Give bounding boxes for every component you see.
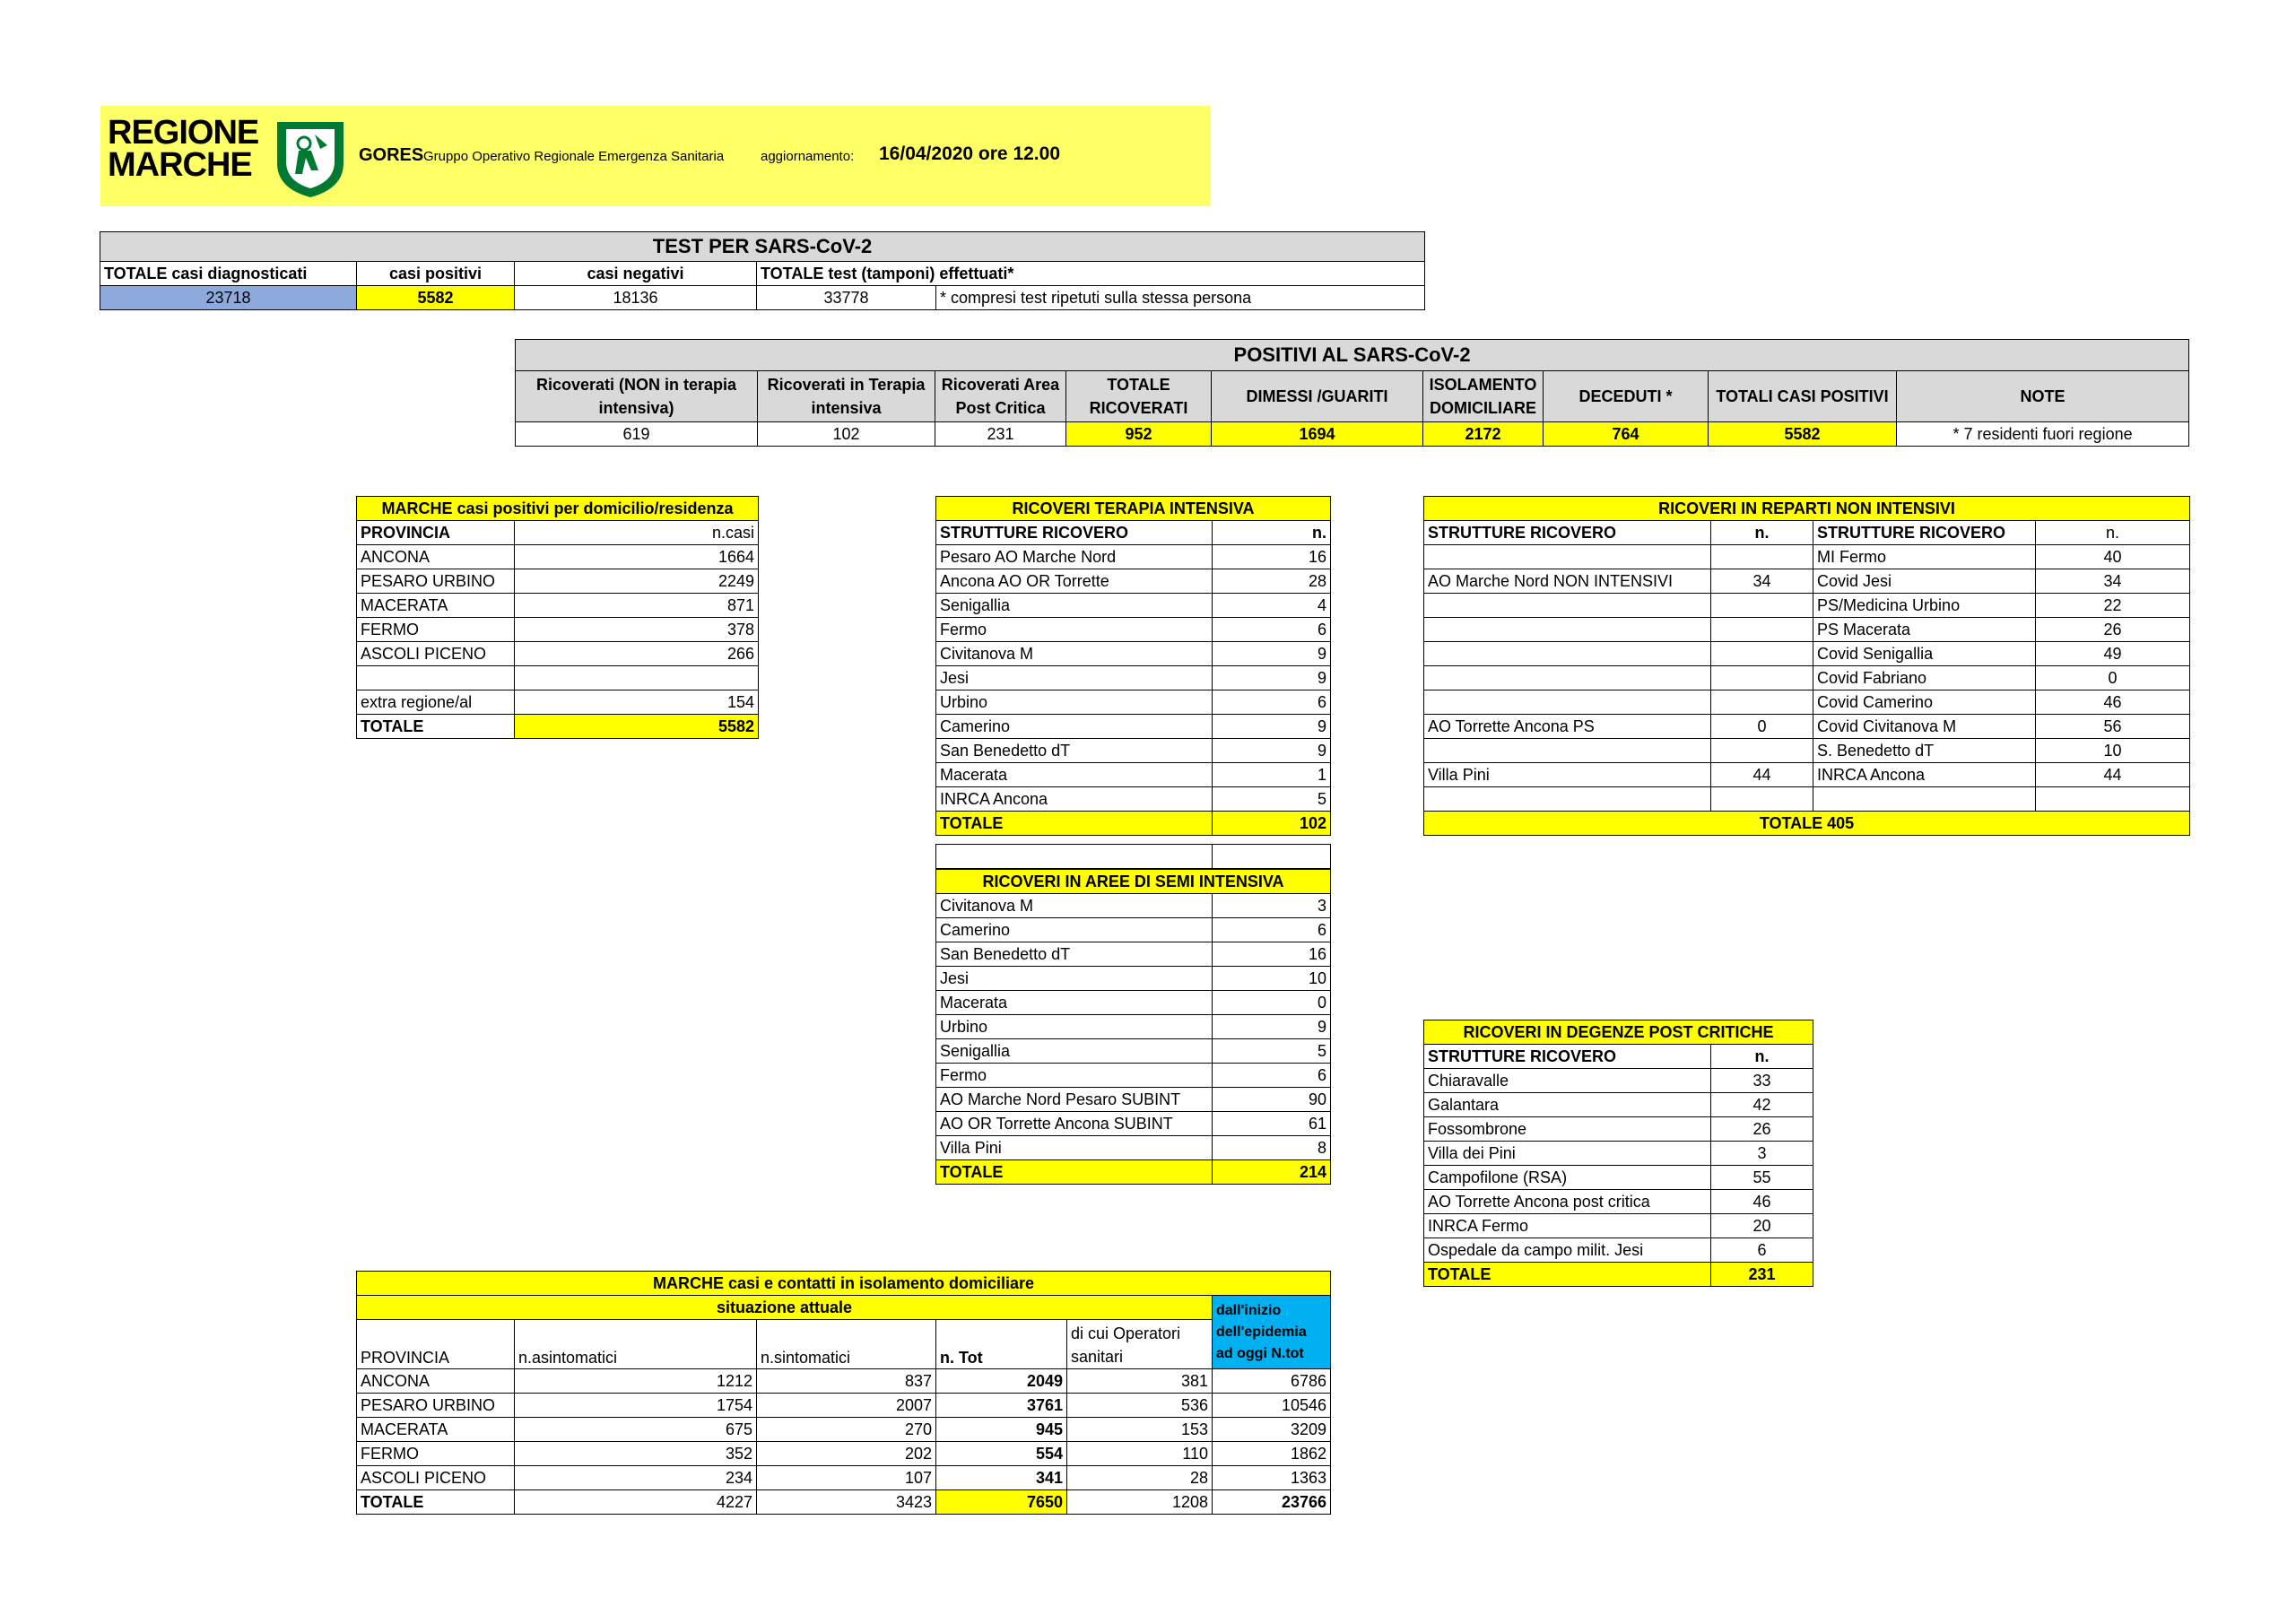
intensiva-total: 102	[1213, 812, 1331, 836]
test-header: TOTALE casi diagnosticati	[100, 262, 357, 286]
intensiva-row-cell: 5	[1213, 787, 1331, 812]
intensiva-row-cell: Civitanova M	[936, 642, 1213, 666]
provincia-row-cell: 1664	[515, 545, 759, 569]
nonint-row-cell: 26	[2036, 618, 2190, 642]
nonint-row	[1424, 618, 2190, 642]
nonint-row-cell	[1813, 787, 2036, 812]
provincia-row-cell: ASCOLI PICENO	[357, 642, 515, 666]
test-value: 33778	[757, 286, 936, 310]
isolamento-row-cell: MACERATA	[357, 1418, 515, 1442]
nonint-row-cell: MI Fermo	[1813, 545, 2036, 569]
positivi-note: * 7 residenti fuori regione	[1897, 422, 2189, 447]
nonint-row	[1424, 642, 2190, 666]
nonint-row-cell	[2036, 787, 2190, 812]
nonint-row	[1424, 690, 2190, 715]
postcrit-row-cell: Ospedale da campo milit. Jesi	[1424, 1238, 1711, 1263]
postcrit-row-cell: 42	[1711, 1093, 1813, 1117]
intensiva-row-cell: 9	[1213, 642, 1331, 666]
intensiva-row-cell: Jesi	[936, 666, 1213, 690]
update-label: aggiornamento:	[761, 149, 855, 164]
provincia-row	[357, 569, 759, 594]
nonint-total: TOTALE 405	[1424, 812, 2190, 836]
nonint-row-cell: 46	[2036, 690, 2190, 715]
provincia-row-cell: PESARO URBINO	[357, 569, 515, 594]
nonint-row-cell: 0	[2036, 666, 2190, 690]
update-date: 16/04/2020 ore 12.00	[879, 143, 1061, 164]
nonint-row-cell	[1424, 690, 1711, 715]
isolamento-row-cell: 341	[936, 1466, 1067, 1490]
nonint-row	[1424, 666, 2190, 690]
nonint-row-cell: Covid Fabriano	[1813, 666, 2036, 690]
intensiva-row-cell: 6	[1213, 618, 1331, 642]
semi-row-cell: 90	[1213, 1088, 1331, 1112]
test-table	[100, 231, 1425, 310]
isolamento-row-cell: 675	[515, 1418, 757, 1442]
test-value: 5582	[357, 286, 515, 310]
semi-row-cell: 8	[1213, 1136, 1331, 1160]
intensiva-row-cell: 4	[1213, 594, 1331, 618]
semi-row-cell: Urbino	[936, 1015, 1213, 1039]
provincia-row-cell: 2249	[515, 569, 759, 594]
intensiva-row-cell: INRCA Ancona	[936, 787, 1213, 812]
postcrit-row-cell: Campofilone (RSA)	[1424, 1166, 1711, 1190]
semi-row	[936, 1064, 1331, 1088]
postcrit-col-header: n.	[1711, 1045, 1813, 1069]
nonint-row-cell	[1711, 666, 1813, 690]
nonint-row-cell	[1424, 787, 1711, 812]
postcrit-row	[1424, 1142, 1813, 1166]
postcrit-row-cell: 46	[1711, 1190, 1813, 1214]
positivi-value: 102	[758, 422, 935, 447]
intensiva-row-cell: Ancona AO OR Torrette	[936, 569, 1213, 594]
semi-row-cell: 3	[1213, 894, 1331, 918]
postcrit-row-cell: Galantara	[1424, 1093, 1711, 1117]
nonint-row-cell: 34	[2036, 569, 2190, 594]
postcrit-row	[1424, 1093, 1813, 1117]
test-title: TEST PER SARS-CoV-2	[100, 232, 1425, 262]
semi-row-cell: San Benedetto dT	[936, 942, 1213, 967]
nonint-col-header: STRUTTURE RICOVERO	[1813, 521, 2036, 545]
positivi-value: 2172	[1423, 422, 1544, 447]
semi-total: 214	[1213, 1160, 1331, 1185]
provincia-row-cell: ANCONA	[357, 545, 515, 569]
logo-line1: REGIONE	[108, 114, 259, 152]
positivi-header: TOTALI CASI POSITIVI	[1709, 371, 1897, 422]
test-value: 23718	[100, 286, 357, 310]
isolamento-row-cell: 10546	[1213, 1394, 1331, 1418]
test-note: * compresi test ripetuti sulla stessa persona	[936, 286, 1425, 310]
semi-row-cell: 5	[1213, 1039, 1331, 1064]
isolamento-total-label: TOTALE	[357, 1490, 515, 1515]
provincia-row-cell	[515, 666, 759, 690]
provincia-row-cell: 378	[515, 618, 759, 642]
semi-row-cell: Macerata	[936, 991, 1213, 1015]
nonint-title: RICOVERI IN REPARTI NON INTENSIVI	[1424, 497, 2190, 521]
intensiva-row-cell: Pesaro AO Marche Nord	[936, 545, 1213, 569]
semi-row-cell: Jesi	[936, 967, 1213, 991]
nonint-row-cell	[1424, 618, 1711, 642]
nonint-row-cell: 44	[1711, 763, 1813, 787]
postcrit-row-cell: 20	[1711, 1214, 1813, 1238]
post-critiche-table	[1423, 1020, 1813, 1287]
nonint-row-cell: 0	[1711, 715, 1813, 739]
intensiva-row	[936, 594, 1331, 618]
intensiva-row	[936, 545, 1331, 569]
nonint-row-cell	[1711, 739, 1813, 763]
isolamento-row-cell: 3761	[936, 1394, 1067, 1418]
provincia-total-label: TOTALE	[357, 715, 515, 739]
nonint-col-header: n.	[1711, 521, 1813, 545]
region-emblem-icon	[272, 118, 349, 199]
provincia-row	[357, 666, 759, 690]
semi-row-cell: Civitanova M	[936, 894, 1213, 918]
postcrit-total: 231	[1711, 1263, 1813, 1287]
semi-row	[936, 1136, 1331, 1160]
intensiva-row	[936, 642, 1331, 666]
nonint-row-cell	[1711, 642, 1813, 666]
isolamento-row-cell: 381	[1067, 1369, 1213, 1394]
isolamento-header: PROVINCIA	[357, 1320, 515, 1369]
postcrit-row	[1424, 1117, 1813, 1142]
isolamento-total-cell: 23766	[1213, 1490, 1331, 1515]
intensiva-row-cell: Senigallia	[936, 594, 1213, 618]
provincia-row	[357, 690, 759, 715]
postcrit-total-label: TOTALE	[1424, 1263, 1711, 1287]
provincia-col-header: n.casi	[515, 521, 759, 545]
positivi-table	[515, 339, 2189, 447]
positivi-title: POSITIVI AL SARS-CoV-2	[516, 340, 2189, 371]
semi-intensiva-table	[935, 869, 1331, 1185]
postcrit-row	[1424, 1214, 1813, 1238]
isolamento-cumulative-header: dall'inizio dell'epidemia ad oggi N.tot	[1213, 1296, 1331, 1369]
semi-row-cell: 10	[1213, 967, 1331, 991]
isolamento-row-cell: 352	[515, 1442, 757, 1466]
postcrit-row-cell: Fossombrone	[1424, 1117, 1711, 1142]
provincia-row-cell: 154	[515, 690, 759, 715]
postcrit-row-cell: Villa dei Pini	[1424, 1142, 1711, 1166]
intensiva-row	[936, 715, 1331, 739]
provincia-row	[357, 618, 759, 642]
nonint-row	[1424, 739, 2190, 763]
intensiva-row-cell: Urbino	[936, 690, 1213, 715]
isolamento-row	[357, 1418, 1331, 1442]
isolamento-row-cell: 2049	[936, 1369, 1067, 1394]
nonint-row-cell: 44	[2036, 763, 2190, 787]
isolamento-row-cell: 3209	[1213, 1418, 1331, 1442]
semi-row	[936, 1015, 1331, 1039]
semi-row-cell: Camerino	[936, 918, 1213, 942]
provincia-row-cell: extra regione/al	[357, 690, 515, 715]
postcrit-row	[1424, 1069, 1813, 1093]
nonint-row-cell	[1424, 545, 1711, 569]
intensiva-row-cell: Macerata	[936, 763, 1213, 787]
nonint-row-cell: Covid Civitanova M	[1813, 715, 2036, 739]
positivi-header: DECEDUTI *	[1544, 371, 1709, 422]
intensiva-row-cell: 6	[1213, 690, 1331, 715]
semi-row-cell: 6	[1213, 918, 1331, 942]
intensiva-row	[936, 666, 1331, 690]
semi-row-cell: 16	[1213, 942, 1331, 967]
isolamento-row-cell: 6786	[1213, 1369, 1331, 1394]
isolamento-row-cell: ANCONA	[357, 1369, 515, 1394]
postcrit-row-cell: INRCA Fermo	[1424, 1214, 1711, 1238]
nonint-row	[1424, 594, 2190, 618]
provincia-col-header: PROVINCIA	[357, 521, 515, 545]
nonint-row	[1424, 787, 2190, 812]
postcrit-row-cell: Chiaravalle	[1424, 1069, 1711, 1093]
postcrit-row-cell: AO Torrette Ancona post critica	[1424, 1190, 1711, 1214]
provincia-row-cell	[357, 666, 515, 690]
postcrit-row-cell: 26	[1711, 1117, 1813, 1142]
isolamento-table	[356, 1271, 1331, 1515]
nonint-row	[1424, 715, 2190, 739]
postcrit-title: RICOVERI IN DEGENZE POST CRITICHE	[1424, 1020, 1813, 1045]
isolamento-row-cell: 1862	[1213, 1442, 1331, 1466]
positivi-header: DIMESSI /GUARITI	[1212, 371, 1423, 422]
nonint-row-cell	[1424, 642, 1711, 666]
semi-row	[936, 1112, 1331, 1136]
nonint-row-cell	[1424, 594, 1711, 618]
isolamento-row-cell: 1754	[515, 1394, 757, 1418]
semi-title: RICOVERI IN AREE DI SEMI INTENSIVA	[936, 870, 1331, 894]
semi-row-cell: 9	[1213, 1015, 1331, 1039]
isolamento-total-cell: 7650	[936, 1490, 1067, 1515]
semi-row-cell: 61	[1213, 1112, 1331, 1136]
isolamento-row-cell: 945	[936, 1418, 1067, 1442]
isolamento-row-cell: 2007	[757, 1394, 936, 1418]
positivi-header: Ricoverati in Terapia intensiva	[758, 371, 935, 422]
nonint-row-cell: INRCA Ancona	[1813, 763, 2036, 787]
isolamento-row-cell: FERMO	[357, 1442, 515, 1466]
semi-row-cell: 6	[1213, 1064, 1331, 1088]
isolamento-header: n.sintomatici	[757, 1320, 936, 1369]
org-name: GORES	[359, 145, 424, 165]
provincia-title: MARCHE casi positivi per domicilio/residenza	[357, 497, 759, 521]
intensiva-row-cell: 9	[1213, 739, 1331, 763]
provincia-total: 5582	[515, 715, 759, 739]
positivi-value: 231	[935, 422, 1066, 447]
isolamento-row-cell: 270	[757, 1418, 936, 1442]
isolamento-row-cell: 1363	[1213, 1466, 1331, 1490]
test-header: casi negativi	[515, 262, 757, 286]
nonint-row	[1424, 545, 2190, 569]
isolamento-row	[357, 1442, 1331, 1466]
isolamento-row-cell: 28	[1067, 1466, 1213, 1490]
intensiva-col-header: n.	[1213, 521, 1331, 545]
intensiva-total-label: TOTALE	[936, 812, 1213, 836]
intensiva-row	[936, 618, 1331, 642]
semi-row	[936, 894, 1331, 918]
isolamento-row-cell: 234	[515, 1466, 757, 1490]
nonint-row-cell: 10	[2036, 739, 2190, 763]
isolamento-row	[357, 1394, 1331, 1418]
semi-row	[936, 991, 1331, 1015]
provincia-row	[357, 545, 759, 569]
postcrit-col-header: STRUTTURE RICOVERO	[1424, 1045, 1711, 1069]
isolamento-subtitle: situazione attuale	[357, 1296, 1213, 1320]
isolamento-header: di cui Operatori sanitari	[1067, 1320, 1213, 1369]
intensiva-table	[935, 496, 1331, 836]
nonint-row	[1424, 763, 2190, 787]
isolamento-row-cell: PESARO URBINO	[357, 1394, 515, 1418]
nonint-row-cell	[1711, 787, 1813, 812]
nonint-row-cell: 34	[1711, 569, 1813, 594]
logo	[108, 114, 259, 184]
semi-total-label: TOTALE	[936, 1160, 1213, 1185]
isolamento-row-cell: 837	[757, 1369, 936, 1394]
intensiva-row	[936, 690, 1331, 715]
nonint-row-cell	[1711, 594, 1813, 618]
positivi-value: 764	[1544, 422, 1709, 447]
isolamento-row	[357, 1466, 1331, 1490]
provincia-row	[357, 642, 759, 666]
nonint-row-cell: 56	[2036, 715, 2190, 739]
nonint-row-cell: Villa Pini	[1424, 763, 1711, 787]
intensiva-row	[936, 739, 1331, 763]
positivi-header: ISOLAMENTO DOMICILIARE	[1423, 371, 1544, 422]
postcrit-row-cell: 3	[1711, 1142, 1813, 1166]
isolamento-row-cell: 202	[757, 1442, 936, 1466]
intensiva-col-header: STRUTTURE RICOVERO	[936, 521, 1213, 545]
positivi-header: Ricoverati (NON in terapia intensiva)	[516, 371, 758, 422]
isolamento-header: n.asintomatici	[515, 1320, 757, 1369]
positivi-header: TOTALE RICOVERATI	[1066, 371, 1212, 422]
nonint-col-header: n.	[2036, 521, 2190, 545]
isolamento-row-cell: ASCOLI PICENO	[357, 1466, 515, 1490]
positivi-header: NOTE	[1897, 371, 2189, 422]
intensiva-row-cell: San Benedetto dT	[936, 739, 1213, 763]
postcrit-row-cell: 55	[1711, 1166, 1813, 1190]
test-header: casi positivi	[357, 262, 515, 286]
semi-row-cell: Villa Pini	[936, 1136, 1213, 1160]
nonint-row-cell: 40	[2036, 545, 2190, 569]
semi-row	[936, 1039, 1331, 1064]
test-header: TOTALE test (tamponi) effettuati*	[757, 262, 1425, 286]
provincia-row-cell: FERMO	[357, 618, 515, 642]
nonint-row-cell: PS/Medicina Urbino	[1813, 594, 2036, 618]
semi-row	[936, 918, 1331, 942]
provincia-row-cell: 266	[515, 642, 759, 666]
nonint-row-cell	[1711, 690, 1813, 715]
intensiva-row-cell: 1	[1213, 763, 1331, 787]
isolamento-row-cell: 1212	[515, 1369, 757, 1394]
provincia-row-cell: MACERATA	[357, 594, 515, 618]
semi-row-cell: Senigallia	[936, 1039, 1213, 1064]
postcrit-row	[1424, 1238, 1813, 1263]
nonint-row-cell: AO Marche Nord NON INTENSIVI	[1424, 569, 1711, 594]
nonint-row-cell: S. Benedetto dT	[1813, 739, 2036, 763]
postcrit-row-cell: 33	[1711, 1069, 1813, 1093]
postcrit-row	[1424, 1190, 1813, 1214]
intensiva-row-cell: 9	[1213, 666, 1331, 690]
nonint-row	[1424, 569, 2190, 594]
provincia-row-cell: 871	[515, 594, 759, 618]
positivi-header: Ricoverati Area Post Critica	[935, 371, 1066, 422]
spacer-row	[935, 844, 1331, 869]
test-value: 18136	[515, 286, 757, 310]
nonint-row-cell: AO Torrette Ancona PS	[1424, 715, 1711, 739]
empty-cell	[1213, 845, 1331, 869]
positivi-value: 5582	[1709, 422, 1897, 447]
isolamento-row-cell: 536	[1067, 1394, 1213, 1418]
semi-row	[936, 1088, 1331, 1112]
isolamento-row-cell: 153	[1067, 1418, 1213, 1442]
nonint-row-cell: Covid Camerino	[1813, 690, 2036, 715]
isolamento-title: MARCHE casi e contatti in isolamento domiciliare	[357, 1272, 1331, 1296]
postcrit-row-cell: 6	[1711, 1238, 1813, 1263]
isolamento-header: n. Tot	[936, 1320, 1067, 1369]
org-full-name: Gruppo Operativo Regionale Emergenza Sanitaria	[423, 149, 725, 164]
positivi-value: 952	[1066, 422, 1212, 447]
semi-row-cell: Fermo	[936, 1064, 1213, 1088]
semi-row-cell: 0	[1213, 991, 1331, 1015]
empty-cell	[936, 845, 1213, 869]
isolamento-row	[357, 1369, 1331, 1394]
nonint-row-cell	[1424, 666, 1711, 690]
intensiva-row	[936, 569, 1331, 594]
positivi-value: 1694	[1212, 422, 1423, 447]
intensiva-row-cell: 16	[1213, 545, 1331, 569]
intensiva-row-cell: 9	[1213, 715, 1331, 739]
nonint-row-cell: Covid Jesi	[1813, 569, 2036, 594]
intensiva-row	[936, 763, 1331, 787]
nonint-row-cell: PS Macerata	[1813, 618, 2036, 642]
intensiva-row-cell: 28	[1213, 569, 1331, 594]
nonint-row-cell	[1711, 618, 1813, 642]
nonint-row-cell: Covid Senigallia	[1813, 642, 2036, 666]
nonint-row-cell	[1424, 739, 1711, 763]
isolamento-row-cell: 110	[1067, 1442, 1213, 1466]
intensiva-row	[936, 787, 1331, 812]
provincia-row	[357, 594, 759, 618]
positivi-value: 619	[516, 422, 758, 447]
semi-row-cell: AO Marche Nord Pesaro SUBINT	[936, 1088, 1213, 1112]
nonint-row-cell: 22	[2036, 594, 2190, 618]
logo-line2: MARCHE	[108, 146, 252, 184]
postcrit-row	[1424, 1166, 1813, 1190]
nonint-row-cell: 49	[2036, 642, 2190, 666]
semi-row	[936, 967, 1331, 991]
isolamento-total-cell: 1208	[1067, 1490, 1213, 1515]
isolamento-total-cell: 3423	[757, 1490, 936, 1515]
isolamento-row-cell: 554	[936, 1442, 1067, 1466]
isolamento-row-cell: 107	[757, 1466, 936, 1490]
intensiva-row-cell: Fermo	[936, 618, 1213, 642]
nonint-row-cell	[1711, 545, 1813, 569]
isolamento-total-cell: 4227	[515, 1490, 757, 1515]
nonint-col-header: STRUTTURE RICOVERO	[1424, 521, 1711, 545]
intensiva-title: RICOVERI TERAPIA INTENSIVA	[936, 497, 1331, 521]
non-intensivi-table	[1423, 496, 2190, 836]
semi-row-cell: AO OR Torrette Ancona SUBINT	[936, 1112, 1213, 1136]
intensiva-row-cell: Camerino	[936, 715, 1213, 739]
provincia-table	[356, 496, 759, 739]
semi-row	[936, 942, 1331, 967]
